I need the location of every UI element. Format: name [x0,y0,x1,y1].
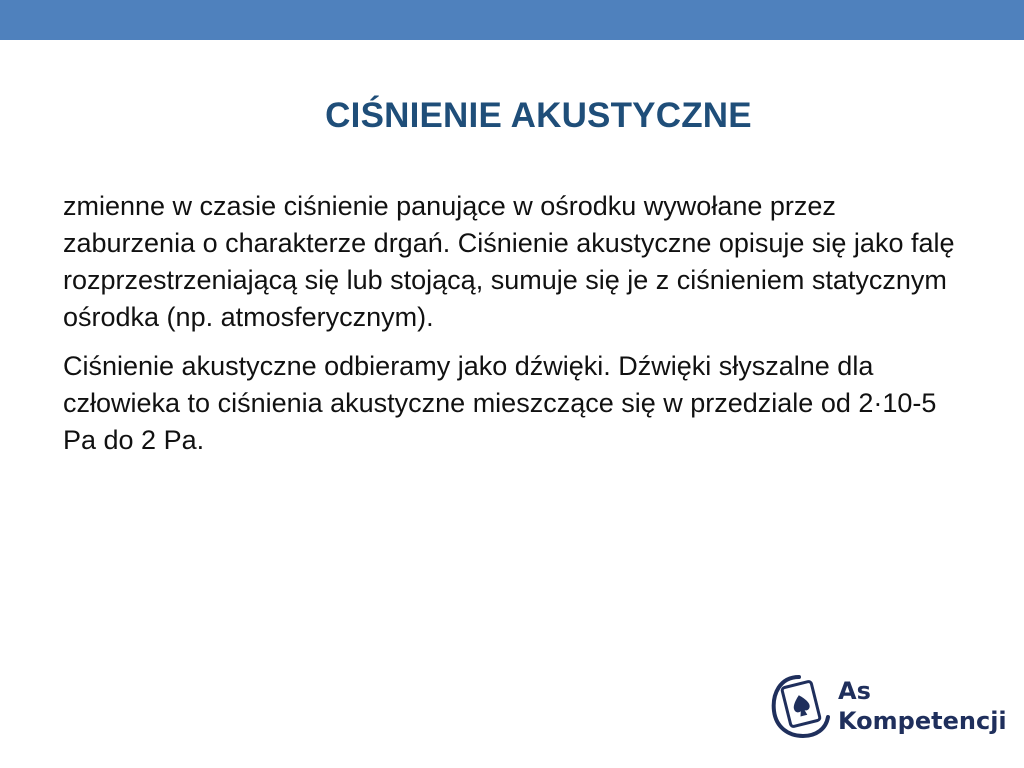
spade-card-icon [768,670,830,742]
top-bar [0,0,1024,40]
logo-line-2: Kompetencji [838,707,1007,735]
logo-line-1: As [838,677,871,705]
slide-title: CIŚNIENIE AKUSTYCZNE [325,96,752,135]
logo-text [838,676,1007,736]
paragraph-1: zmienne w czasie ciśnienie panujące w ośrodku wywołane przez zaburzenia o charakterze drgań. Ciśnienie akustyczne opisuje się jako falę rozprzestrzeniającą się lub stojącą, sumuje się je z ciśnieniem statycznym ośrodka (np. atmosferycznym). [63,191,955,332]
slide-body [63,188,973,471]
paragraph-2: Ciśnienie akustyczne odbieramy jako dźwięki. Dźwięki słyszalne dla człowieka to ciśnienia akustyczne mieszczące się w przedziale od 2·10-5 Pa do 2 Pa. [63,351,937,455]
logo [768,670,1007,750]
